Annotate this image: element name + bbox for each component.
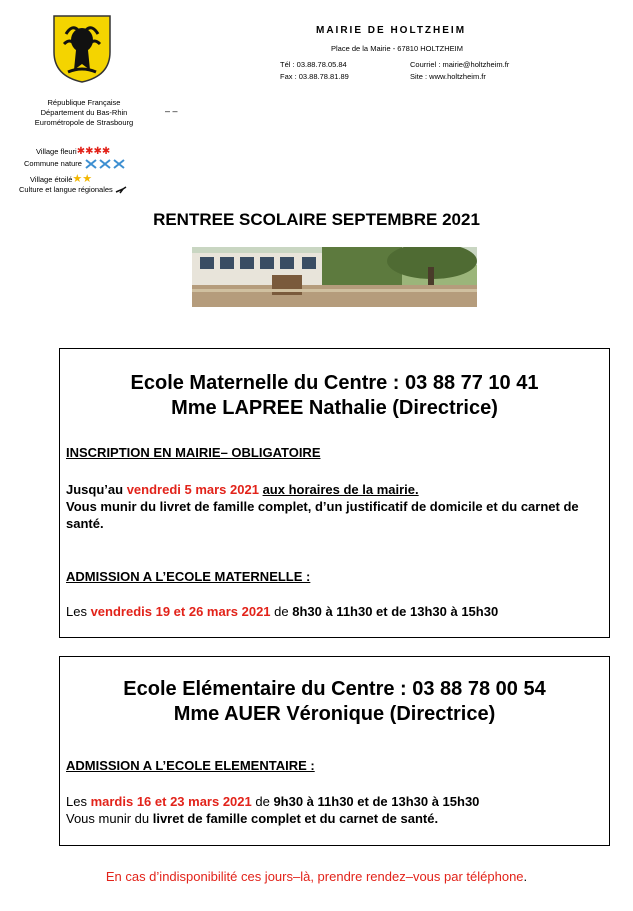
- maternelle-school-line: Ecole Maternelle du Centre : 03 88 77 10 41: [130, 372, 539, 394]
- email: Courriel : mairie@holtzheim.fr: [410, 60, 510, 69]
- village-etoile-text: Village étoilé: [30, 175, 73, 184]
- village-fleuri-text: Village fleuri: [36, 147, 77, 156]
- footer-text: En cas d’indisponibilité ces jours–là, prendre rendez–vous par téléphone: [105, 869, 524, 884]
- mairie-title: MAIRIE DE HOLTZHEIM: [316, 25, 467, 36]
- inscription-docs: Vous munir du livret de famille complet, d’un justificatif de domicile et du carnet de santé.: [66, 499, 579, 531]
- text: Vous munir du: [66, 811, 153, 826]
- admission-elementaire-line: [66, 793, 606, 810]
- footer-note: [0, 869, 633, 884]
- page-title: RENTREE SCOLAIRE SEPTEMBRE 2021: [153, 210, 480, 229]
- admin-line: Eurométropole de Strasbourg: [34, 118, 134, 127]
- holtzheim-crest-icon: [52, 14, 112, 84]
- inscription-date: vendredi 5 mars 2021: [126, 482, 259, 497]
- school-photo: [192, 247, 477, 307]
- admission-maternelle-heading: ADMISSION A L’ECOLE MATERNELLE :: [66, 569, 311, 584]
- stork-icon: [115, 186, 127, 194]
- elementaire-director: Mme AUER Véronique (Directrice): [173, 703, 496, 725]
- commune-nature-label: [24, 159, 126, 169]
- village-fleuri-label: [36, 146, 110, 157]
- mairie-hours: aux horaires de la mairie.: [262, 482, 419, 497]
- text: de: [251, 794, 274, 809]
- maternelle-panel: [59, 348, 610, 638]
- culture-label: [19, 185, 127, 194]
- text: Les: [66, 604, 91, 619]
- maternelle-director: Mme LAPREE Nathalie (Directrice): [171, 397, 498, 419]
- admission-times: 9h30 à 11h30 et de 13h30 à 15h30: [273, 794, 480, 809]
- admission-elementaire-heading: ADMISSION A L’ECOLE ELEMENTAIRE :: [66, 758, 315, 773]
- commune-nature-text: Commune nature: [24, 159, 82, 168]
- red-flower-stars-icon: ✱✱✱✱: [76, 146, 111, 157]
- text: Jusqu’au: [66, 482, 127, 497]
- admission-dates: vendredis 19 et 26 mars 2021: [90, 604, 271, 619]
- docs-list: livret de famille complet et du carnet de santé.: [152, 811, 439, 826]
- dragonfly-icon: [84, 159, 126, 169]
- admin-block: [14, 98, 154, 128]
- admission-maternelle-line: [66, 603, 606, 620]
- culture-text: Culture et langue régionales: [19, 185, 113, 194]
- phone: Tél : 03.88.78.05.84: [280, 60, 347, 69]
- dashes: – –: [165, 106, 178, 116]
- website: Site : www.holtzheim.fr: [410, 72, 486, 81]
- mairie-address: Place de la Mairie - 67810 HOLTZHEIM: [331, 44, 463, 53]
- admin-line: République Française: [47, 98, 121, 107]
- admin-line: Département du Bas-Rhin: [40, 108, 128, 117]
- text: Les: [66, 794, 91, 809]
- elementaire-school-line: Ecole Elémentaire du Centre : 03 88 78 00 54: [123, 678, 546, 700]
- footer-period: .: [523, 869, 528, 884]
- gold-star-icon: ★★: [72, 173, 93, 185]
- text: de: [270, 604, 293, 619]
- fax: Fax : 03.88.78.81.89: [280, 72, 349, 81]
- elementaire-panel: [59, 656, 610, 846]
- admission-dates: mardis 16 et 23 mars 2021: [90, 794, 252, 809]
- elementaire-docs: [66, 810, 606, 827]
- village-etoile-label: [30, 172, 92, 185]
- inscription-date-line: [66, 481, 606, 498]
- inscription-heading: INSCRIPTION EN MAIRIE– OBLIGATOIRE: [66, 445, 321, 460]
- admission-times: 8h30 à 11h30 et de 13h30 à 15h30: [292, 604, 499, 619]
